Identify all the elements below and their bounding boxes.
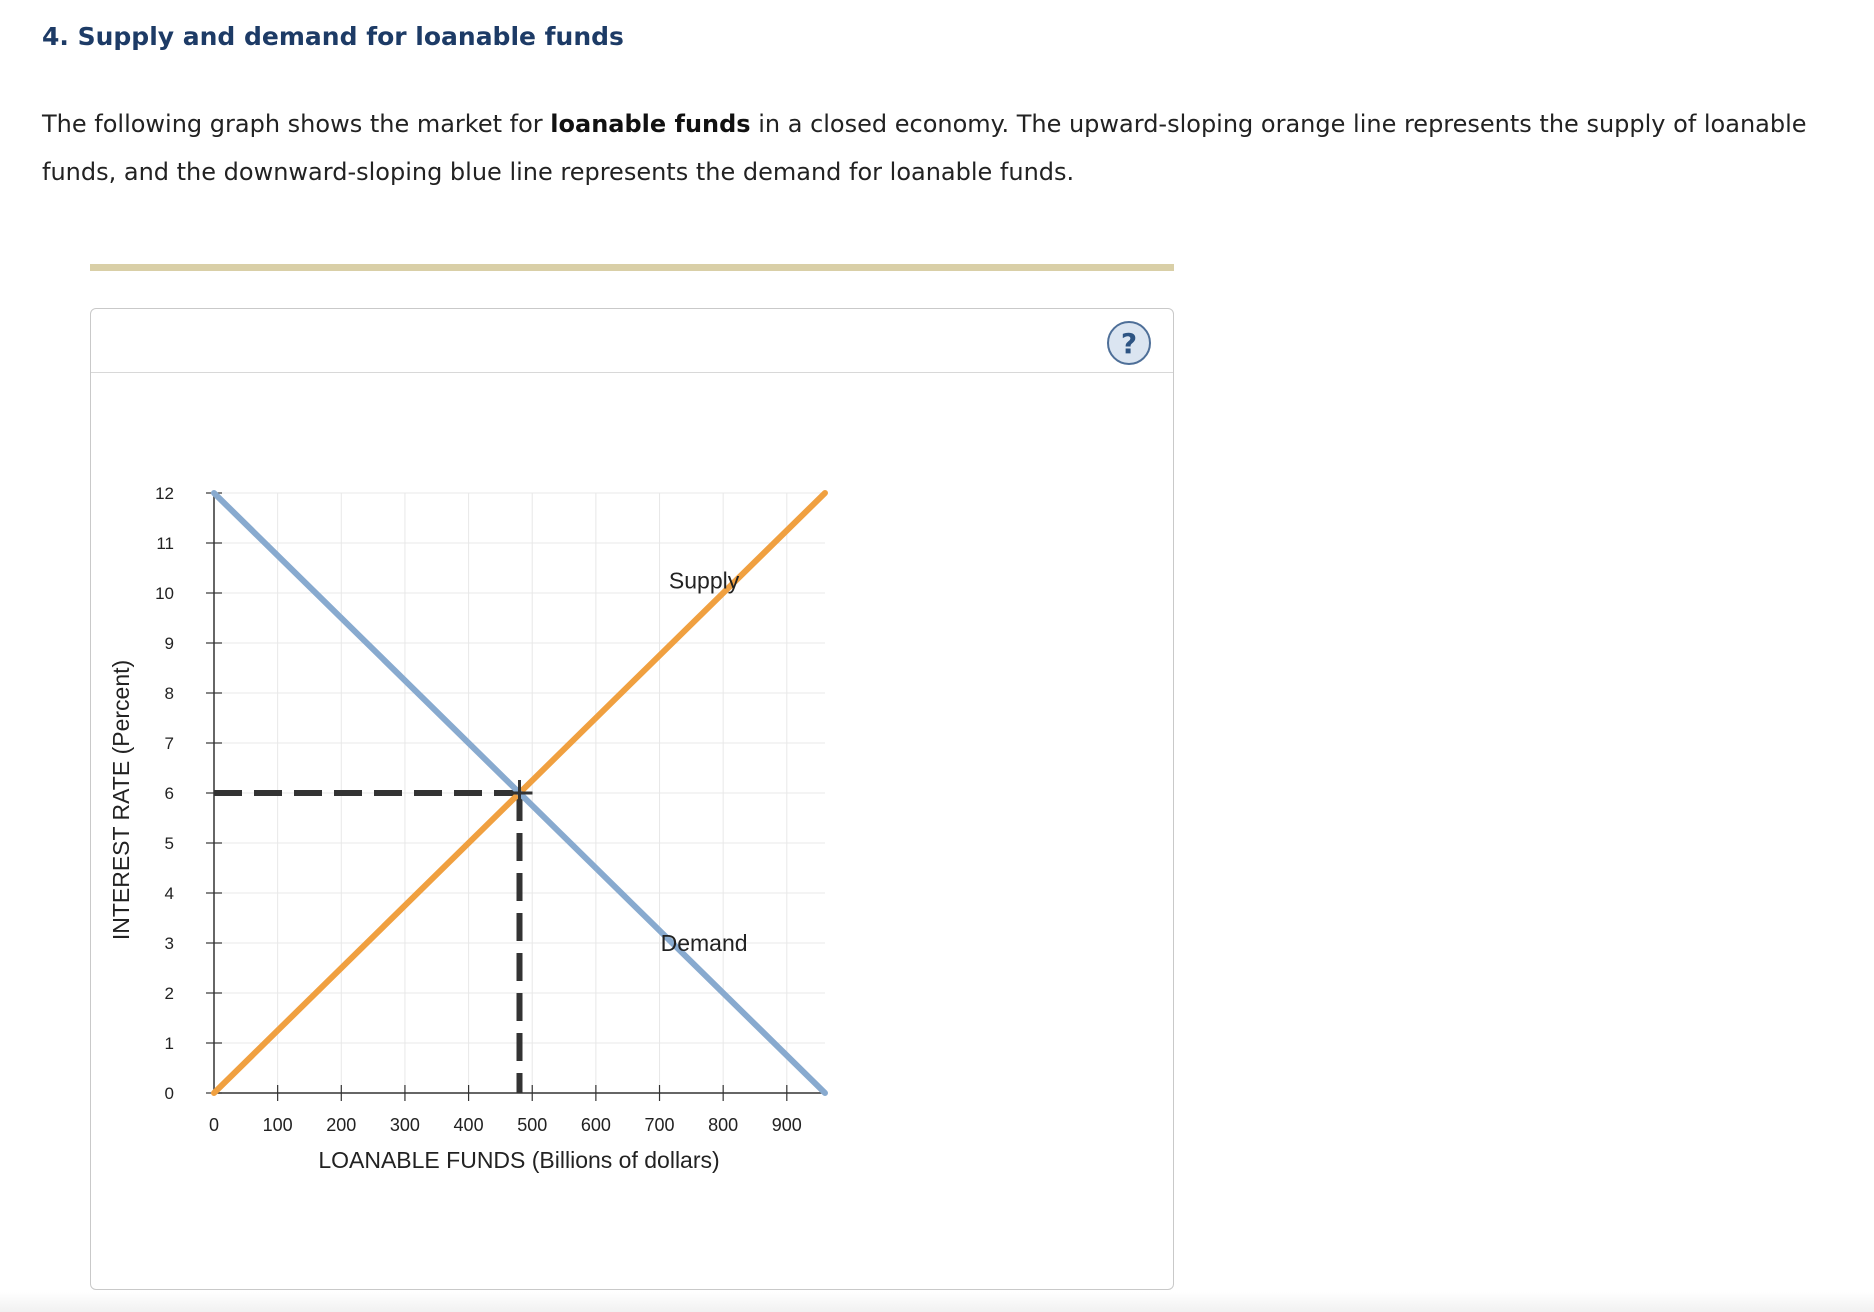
y-axis-label: INTEREST RATE (Percent) <box>108 659 134 941</box>
x-tick-label-100: 100 <box>262 1115 293 1135</box>
intro-text-2: in a closed economy. The upward-sloping orange line represents the supply of loanable funds, and the downward-sloping blue line represents the demand for loanable funds. <box>42 110 1807 186</box>
y-tick-label-0: 0 <box>164 1084 174 1103</box>
x-tick-label-800: 800 <box>708 1115 739 1135</box>
x-axis-label: LOANABLE FUNDS (Billions of dollars) <box>318 1147 720 1173</box>
y-tick-label-12: 12 <box>155 484 174 503</box>
x-tick-label-400: 400 <box>453 1115 484 1135</box>
y-tick-label-10: 10 <box>155 584 174 603</box>
question-circle-icon[interactable]: ? <box>1107 321 1151 365</box>
x-tick-label-0: 0 <box>208 1115 220 1135</box>
x-tick-label-900: 900 <box>771 1115 802 1135</box>
y-tick-label-8: 8 <box>164 684 174 703</box>
intro-text-1: The following graph shows the market for <box>42 110 551 138</box>
supply-label: Supply <box>668 567 740 594</box>
y-tick-label-1: 1 <box>164 1034 174 1053</box>
page-title: 4. Supply and demand for loanable funds <box>42 22 624 51</box>
intro-bold-term: loanable funds <box>550 110 751 138</box>
x-tick-label-700: 700 <box>644 1115 675 1135</box>
y-tick-label-7: 7 <box>164 734 174 753</box>
y-tick-label-3: 3 <box>164 934 174 953</box>
x-tick-label-300: 300 <box>389 1115 420 1135</box>
y-tick-label-5: 5 <box>164 834 174 853</box>
y-tick-label-2: 2 <box>164 984 174 1003</box>
bottom-fade <box>0 1292 1874 1312</box>
demand-label: Demand <box>660 930 748 956</box>
x-tick-label-600: 600 <box>580 1115 611 1135</box>
y-tick-label-4: 4 <box>164 884 174 903</box>
x-tick-label-200: 200 <box>326 1115 357 1135</box>
y-tick-label-6: 6 <box>164 784 174 803</box>
y-tick-label-9: 9 <box>164 634 174 653</box>
x-tick-label-500: 500 <box>517 1115 548 1135</box>
y-tick-label-11: 11 <box>156 534 174 553</box>
